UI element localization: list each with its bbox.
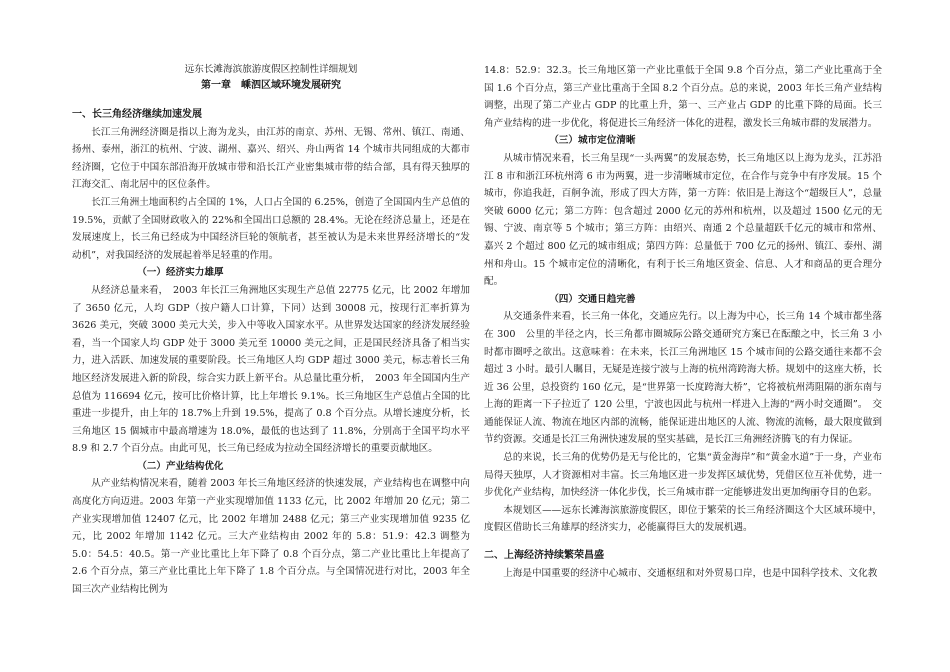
chapter-title: 第一章 嵊泗区域环境发展研究 <box>201 80 341 91</box>
paragraph: 本规划区——远东长滩海滨旅游度假区，即位于繁荣的长三角经济圈这个大区域环境中，度假区借助长三角雄厚的经济实力，必能赢得巨大的发展机遇。 <box>484 504 882 534</box>
paragraph: 总的来说，长三角的优势仍是无与伦比的，它集“黄金海岸”和“黄金水道”于一身，产业布局得天独厚，人才资源相对丰富。长三角地区进一步发挥区域优势，凭借区位互补优势，进一步优化产业结构，加快经济一体化步伐，长三角城市群一定能够进发出更加绚丽夺目的色彩。 <box>484 452 882 499</box>
subsection-heading: （二）产业结构优化 <box>137 460 224 472</box>
paragraph: 长江三角洲经济圈是指以上海为龙头，由江苏的南京、苏州、无锡、常州、镇江、南通、扬州、泰州，浙江的杭州、宁波、湖州、嘉兴、绍兴、舟山两省 14 个城市共同组成的大都市经济圈，它位于中国东部沿海开放城市带和沿长江产业密集城市带的结合部，具有得天独厚的江海交汇、南北居中的区位条件。 <box>72 126 470 191</box>
right-column <box>484 62 882 582</box>
paragraph: 从产业结构情况来看，随着 2003 年长三角地区经济的快速发展，产业结构也在调整中向高度化方向迈进。2003 年第一产业实现增加值 1133 亿元，比 2002 年增加 20 亿元；第二产业实现增加值 12407 亿元，比 2002 年增加 2488 亿元；第三产业实现增加值 9235 亿元，比 2002 年增加 1142 亿元。三大产业结构由 2002 年的 5.8：51.9：42.3 调整为 5.0：54.5：40.5。第一产业比重比上年下降了 0.8 个百分点，第二产业比重比上年提高了 2.6 个百分点，第三产业比重比上年下降了 1.8 个百分点。与全国情况进行对比，2003 年全国三次产业结构比例为 <box>72 478 470 596</box>
paragraph: 长江三角洲土地面积约占全国的 1%，人口占全国的 6.25%，创造了全国国内生产总值的 19.5%，贡献了全国财政收入的 22%和全国出口总额的 28.4%。无论在经济总量上，还是在发展速度上，长三角已经成为中国经济巨轮的领航者，甚至被认为是未来世界经济增长的“发动机”，对我国经济的发展起着举足轻重的作用。 <box>72 196 470 261</box>
paragraph: 从交通条件来看，长三角一体化，交通应先行。以上海为中心，长三角 14 个城市都坐落在 300 公里的半径之内，长三角都市圈城际公路交通研究方案已在酝酿之中，长三角 3 小时都市圈呼之欲出。这意味着：在未来，长江三角洲地区 15 个城市间的公路交通往来都不会超过 3 小时。最引人瞩目，无疑是连接宁波与上海的杭州湾跨海大桥。规划中的这座大桥，长近 36 公里，总投资约 160 亿元，是“世界第一长度跨海大桥”，它将被杭州湾阻隔的浙东南与上海的距离一下子拉近了 120 公里，宁波也因此与杭州一样进入上海的“两小时交通圈”。 交通能保证人流、物流在地区内部的流畅，能保证进出地区的人流、物流的流畅，最大限度做到节约资源。交通是长江三角洲快速发展的坚实基础，是长江三角洲经济腾飞的有力保证。 <box>484 311 882 446</box>
section-heading-1: 一、长三角经济继续加速发展 <box>72 109 202 120</box>
section-heading-2: 二、上海经济持续繁荣昌盛 <box>484 550 604 562</box>
left-column <box>72 62 470 599</box>
subsection-heading: （三）城市定位清晰 <box>549 135 636 147</box>
document-title: 远东长滩海滨旅游度假区控制性详细规划 <box>184 64 358 75</box>
subsection-heading: （一）经济实力雄厚 <box>137 267 224 279</box>
paragraph: 上海是中国重要的经济中心城市、交通枢纽和对外贸易口岸，也是中国科学技术、文化教 <box>503 567 878 579</box>
subsection-heading: （四）交通日趋完善 <box>549 293 636 305</box>
paragraph: 从经济总量来看， 2003 年长江三角洲地区实现生产总值 22775 亿元，比 2002 年增加了 3650 亿元，人均 GDP（按户籍人口计算，下同）达到 30008 元，按现行汇率折算为 3626 美元，突破 3000 美元大关，步入中等收入国家水平。从世界发达国家的经济发展经验看，当一个国家人均 GDP 处于 3000 美元至 10000 美元之间，正是国民经济具备了相当实力，进入活跃、加速发展的重要阶段。长三角地区人均 GDP 超过 3000 美元，标志着长三角地区经济发展进入新的阶段，综合实力跃上新平台。从总量比重分析， 2003 年全国国内生产总值为 116694 亿元，按可比价格计算，比上年增长 9.1%。长三角地区生产总值占全国的比重进一步提升，由上年的 18.7%上升到 19.5%，提高了 0.8 个百分点。从增长速度分析，长三角地区 15 個城市中最高增速为 18.0%，最低的也达到了 11.8%，分别高于全国平均水平 8.9 和 2.7 个百分点。由此可见，长三角已经成为拉动全国经济增长的重要贡献地区。 <box>72 284 470 455</box>
spacer <box>484 537 882 547</box>
paragraph: 14.8：52.9：32.3。长三角地区第一产业比重低于全国 9.8 个百分点，第二产业比重高于全国 1.6 个百分点，第三产业比重高于全国 8.2 个百分点。总的来说，2003 年长三角产业结构调整，出现了第二产业占 GDP 的比重上升，第一、三产业占 GDP 的比重下降的局面。长三角产业结构的进一步优化，将促进长三角经济一体化的进程，激发长三角城市群的发展潜力。 <box>484 65 882 129</box>
paragraph: 从城市情况来看，长三角呈现“一头两翼”的发展态势，长三角地区以上海为龙头，江苏沿江 8 市和浙江环杭州湾 6 市为两翼，进一步清晰城市定位，在合作与竞争中有序发展。15 个城市，你追我赶，百舸争流，形成了四大方阵，第一方阵：依旧是上海这个“超级巨人”，总量突破 6000 亿元；第二方阵：包含超过 2000 亿元的苏州和杭州，以及超过 1500 亿元的无锡、宁波、南京等 5 个城市；第三方阵：由绍兴、南通 2 个总量超跃千亿元的城市和常州、嘉兴 2 个超过 800 亿元的城市组成；第四方阵：总量低于 700 亿元的扬州、镇江、泰州、湖州和舟山。15 个城市定位的清晰化，有利于长三角地区资金、信息、人才和商品的更合理分配。 <box>484 152 882 288</box>
